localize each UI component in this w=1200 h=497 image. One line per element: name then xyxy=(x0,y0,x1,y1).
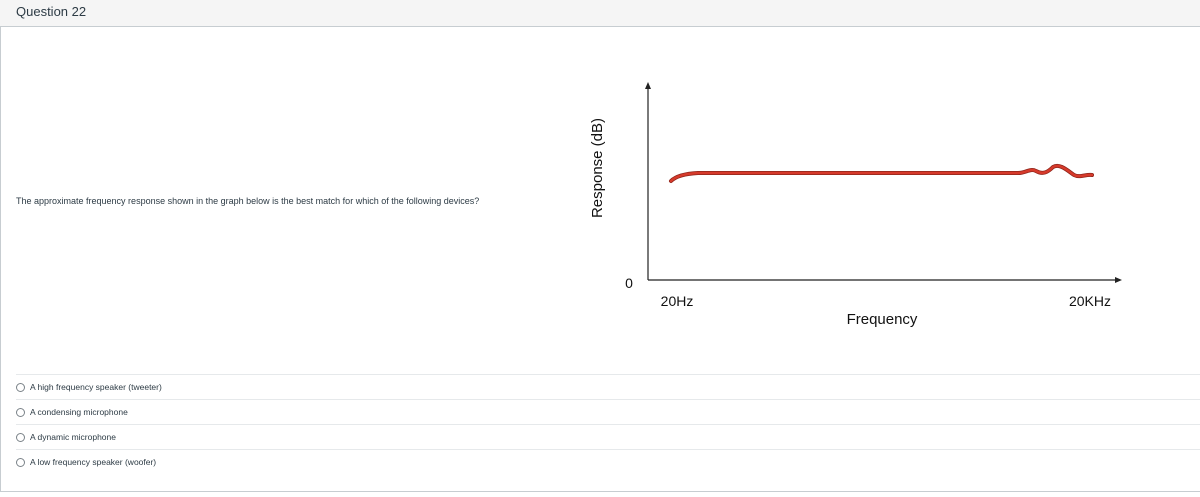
x-start-label: 20Hz xyxy=(660,293,694,309)
response-curve xyxy=(671,166,1092,181)
answer-label: A low frequency speaker (woofer) xyxy=(30,457,157,467)
x-axis-arrow xyxy=(1115,277,1122,283)
question-text: The approximate frequency response shown in the graph below is the best match for which of the following devices? xyxy=(16,196,480,206)
y-axis-arrow xyxy=(645,82,651,89)
answer-label: A high frequency speaker (tweeter) xyxy=(30,382,162,392)
answer-option[interactable] xyxy=(16,424,1200,449)
x-axis-label: Frequency xyxy=(846,311,918,328)
answer-option[interactable] xyxy=(16,374,1200,399)
answer-list xyxy=(16,374,1200,474)
origin-label: 0 xyxy=(625,275,633,291)
y-axis-label: Response (dB) xyxy=(589,117,606,219)
radio-button[interactable] xyxy=(16,408,25,417)
question-title: Question 22 xyxy=(16,4,87,19)
radio-button[interactable] xyxy=(16,458,25,467)
answer-label: A dynamic microphone xyxy=(30,432,116,442)
radio-button[interactable] xyxy=(16,433,25,442)
x-end-label: 20KHz xyxy=(1068,293,1112,309)
answer-option[interactable] xyxy=(16,399,1200,424)
question-header xyxy=(0,0,1200,27)
answer-label: A condensing microphone xyxy=(30,407,128,417)
answer-option[interactable] xyxy=(16,449,1200,474)
frequency-response-graph xyxy=(578,78,1138,328)
radio-button[interactable] xyxy=(16,383,25,392)
